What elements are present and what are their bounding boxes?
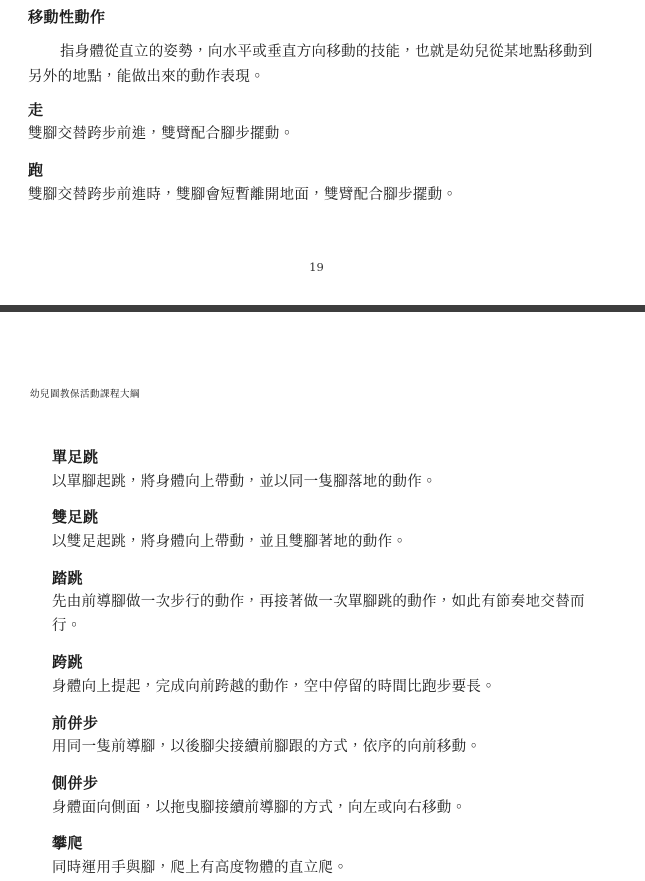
term-label: 攀爬 <box>52 834 84 853</box>
term-entry <box>52 714 595 760</box>
term-definition: 雙腳交替跨步前進時，雙腳會短暫離開地面，雙臂配合腳步擺動。 <box>28 186 458 203</box>
page-number: 19 <box>309 259 324 274</box>
term-label: 前併步 <box>52 713 99 732</box>
term-definition: 以雙足起跳，將身體向上帶動，並且雙腳著地的動作。 <box>52 533 408 550</box>
term-entry <box>52 834 595 880</box>
term-definition: 身體面向側面，以拖曳腳接續前導腳的方式，向左或向右移動。 <box>52 799 467 816</box>
page-gap <box>0 312 645 330</box>
intro-paragraph: 指身體從直立的姿勢，向水平或垂直方向移動的技能，也就是幼兒從某地點移動到另外的地點，能做出來的動作表現。 <box>28 44 593 86</box>
term-definition: 雙腳交替跨步前進，雙臂配合腳步擺動。 <box>28 126 295 143</box>
term-entry <box>52 569 595 639</box>
page-break-divider <box>0 305 645 312</box>
term-label: 雙足跳 <box>52 508 99 527</box>
term-label: 跑 <box>28 161 44 180</box>
term-entry <box>52 508 595 554</box>
term-entry <box>28 101 605 147</box>
term-label: 單足跳 <box>52 448 99 466</box>
term-list-bottom <box>28 400 605 881</box>
running-head: 幼兒園教保活動課程大綱 <box>30 389 141 400</box>
term-entry <box>52 448 595 494</box>
term-label: 踏跳 <box>52 568 84 587</box>
term-definition: 先由前導腳做一次步行的動作，再接著做一次單腳跳的動作，如此有節奏地交替而行。 <box>52 594 585 635</box>
term-label: 側併步 <box>52 774 99 793</box>
document-page-bottom <box>0 330 645 881</box>
term-definition: 同時運用手與腳，爬上有高度物體的直立爬。 <box>52 859 348 876</box>
term-label: 跨跳 <box>52 653 84 672</box>
term-definition: 以單腳起跳，將身體向上帶動，並以同一隻腳落地的動作。 <box>52 473 437 490</box>
term-entry <box>52 653 595 699</box>
term-entry <box>28 161 605 207</box>
term-entry <box>52 774 595 820</box>
term-list-top <box>28 101 605 208</box>
document-page-top <box>0 0 645 305</box>
section-heading: 移動性動作 <box>28 8 106 26</box>
term-definition: 用同一隻前導腳，以後腳尖接續前腳跟的方式，依序的向前移動。 <box>52 739 482 756</box>
term-definition: 身體向上提起，完成向前跨越的動作，空中停留的時間比跑步要長。 <box>52 678 496 695</box>
term-label: 走 <box>28 100 44 119</box>
